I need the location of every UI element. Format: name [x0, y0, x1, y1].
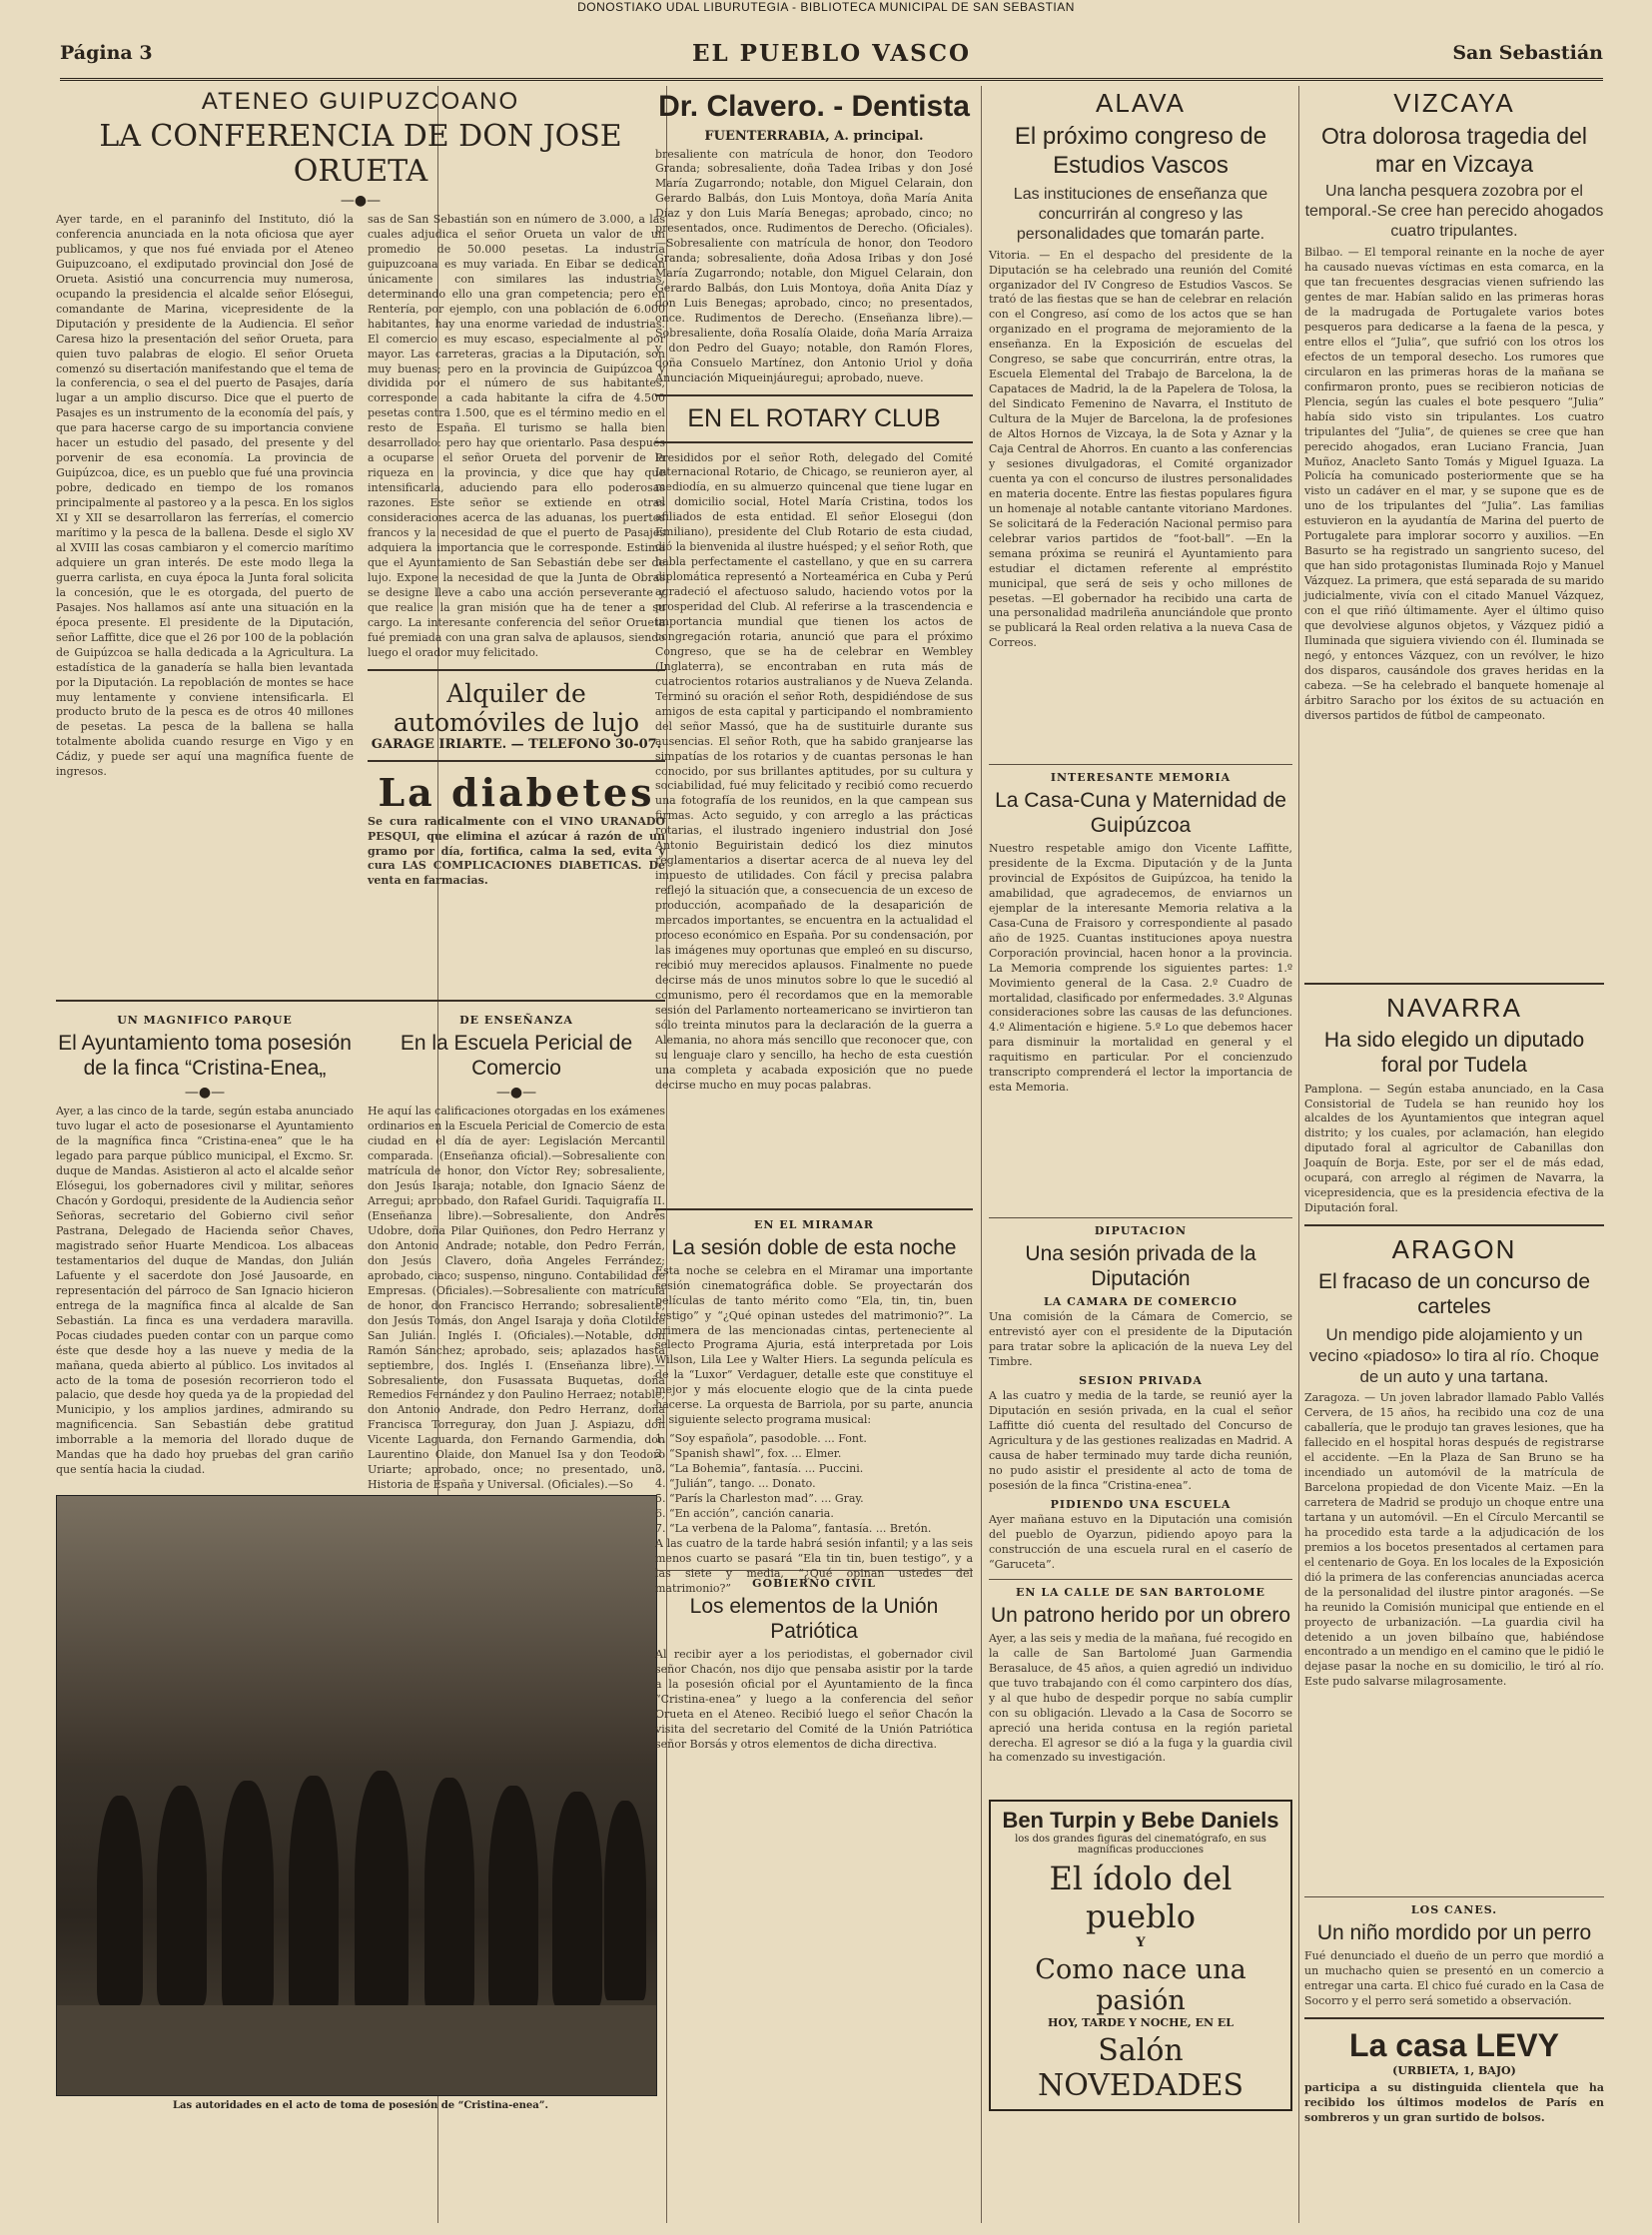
program-item: 4. “Julián”, tango. ... Donato. [655, 1477, 816, 1491]
ad-levy-addr: (URBIETA, 1, BAJO) [1392, 2064, 1516, 2078]
archive-banner: DONOSTIAKO UDAL LIBURUTEGIA - BIBLIOTECA MUNICIPAL DE SAN SEBASTIAN [577, 0, 1075, 14]
article-text: Al recibir ayer a los periodistas, el gobernador civil señor Chacón, nos dijo que pensaba asistir por la tarde a la posesión oficial por el Ayuntamiento de la finca “Cristina-enea” y luego a la conferencia del señor Orueta en el Ateneo. Recibió luego el señor Chacón la visita del secretario del Comité de la Unión Patriótica señor Borsás y otros elementos de dicha directiva. [655, 1648, 973, 1751]
headline-rotary: EN EL ROTARY CLUB [687, 403, 941, 432]
section-title: ATENEO GUIPUZCOANO [201, 88, 520, 115]
article-text: Esta noche se celebra en el Miramar una importante sesión cinematográfica doble. Se proyectarán dos películas de tanto mérito como “Ela, tin, tin, buen testigo” y “¿Qué opinan ustedes del matrimonio?”. La primera de las mencionadas cintas, perteneciente al selecto Programa Ajuria, está interpretada por Lois Wilson, Lila Lee y Walter Hiers. La segunda película es de la “Luxor” Verdaguer, detalle este que constituye el mejor y más elocuente elogio que de la cinta puede hacerse. La orquesta de Barriola, por su parte, anuncia el siguiente selecto programa musical: [655, 1263, 973, 1427]
kicker: LA CAMARA DE COMERCIO [1044, 1295, 1238, 1309]
article-text: A las cuatro de la tarde habrá sesión infantil; y a las seis menos cuarto se pasará “Ela tin tin, buen testigo”, y a las siete y media, “¿Qué opinan ustedes del matrimonio?” [655, 1536, 973, 1595]
headline-escuela-comercio: En la Escuela Pericial de Comercio [400, 1032, 633, 1081]
ad-diabetes: La diabetes [378, 769, 655, 815]
ad-diabetes-text: Se cura radicalmente con el VINO URANADO PESQUI, que elimina el azúcar á razón de un gramo por día, fortifica, calma la sed, evita y cura LAS COMPLICACIONES DIABETICAS. De venta en farmacias. [368, 814, 665, 888]
headline-tudela: Ha sido elegido un diputado foral por Tudela [1323, 1029, 1585, 1078]
subheadline: Un mendigo pide alojamiento y un vecino «piadoso» lo tira al río. Choque de un auto y una tartana. [1308, 1324, 1600, 1387]
article-text: Bilbao. — El temporal reinante en la noche de ayer ha causado nuevas víctimas en esta comarca, en la que tan frecuentes desgracias vienen sufriendo las gentes de mar. Habían salido en las primeras horas de la madrugada de Portugalete varios botes pesqueros para dedicarse a la faena de la pesca, y entre ellos el “Julia”, que sufrió con los otros los efectos de un temporal desecho. Los rumores que circularon en las primeras horas de la mañana se confirmaron pronto, pues se recibieron noticias de Plencia, según las cuales el bote pesquero “Julia” había sido visto sin tripulantes. Los cuatro tripulantes del “Julia”, de quienes se cree que han perecido ahogados, eran Luciano Francia, Juan Muñoz, Anacleto Santo Tomás y Miguel Iguaza. La Policía ha comunicado posteriormente que se ha visto un cadáver en el mar, y se supone que es de uno de los tripulantes del “Julia”. Las familias estuvieron en la ayudantía de Marina del puerto de Portugalete para implorar socorro y auxilios. —En Basurto se ha registrado un sangriento suceso, del que han sido protagonistas Iluminada Rojo y Manuel Vázquez. La primera, que está separada de su marido judicialmente, vivía con el citado Manuel Vázquez, con el que riñó últimamente. Ayer el último quiso que devolviese algunos objetos, y Vázquez pidió a Iluminada que siguiera viviendo con él. Iluminada se negó, y entonces Vázquez, con un revólver, le hizo dos disparos, causándole dos graves heridas en la cabeza. —Se ha celebrado el banquete homenaje al árbitro Saracho por los éxitos de su actuación en diversos partidos de fútbol de campeonato. [1304, 246, 1604, 722]
kicker: DE ENSEÑANZA [459, 1014, 573, 1027]
article-text: Ayer, a las seis y media de la mañana, fué recogido en la calle de San Bartolomé Juan Garmendia Berasaluce, de 45 años, a quien agredió un individuo que tuvo trabajando con él como carpintero dos días, y al que hubo de despedir porque no sabía cumplir con su obligación. Llevado a la Casa de Socorro se apreció una herida contusa en la región parietal derecha. El agresor se dió a la fuga y la guardia civil ha comenzado su investigación. [989, 1631, 1292, 1765]
news-photo [56, 1495, 657, 2096]
article-text: Pamplona. — Según estaba anunciado, en la Casa Consistorial de Tudela se han reunido hoy los alcaldes de los Ayuntamientos que integran aquel distrito; y los cuales, por aclamación, han elegido diputado foral al agricultor de Cabanillas don Joaquín de Borja. Este, por ser el de más edad, ocupará, con arreglo al régimen de Navarra, la vicepresidencia, que es la presidencia efectiva de la Diputación foral. [1304, 1082, 1604, 1215]
program-item: 2. “Spanish shawl”, fox. ... Elmer. [655, 1447, 842, 1461]
kicker: PIDIENDO UNA ESCUELA [1050, 1497, 1232, 1511]
subheadline: Las instituciones de enseñanza que concurrirán al congreso y las personalidades que tomarán parte. [1013, 185, 1268, 243]
program-item: 6. “En acción”, canción canaria. [655, 1506, 834, 1520]
headline-diputacion: Una sesión privada de la Diputación [1025, 1241, 1256, 1291]
subheadline: Una lancha pesquera zozobra por el temporal.-Se cree han perecido ahogados cuatro tripulantes. [1304, 183, 1604, 241]
kicker: EN EL MIRAMAR [753, 1217, 875, 1231]
program-item: 5. “París la Charleston mad”. ... Gray. [655, 1491, 864, 1505]
section-title: ALAVA [1096, 88, 1186, 118]
ad-hoy: HOY, TARDE Y NOCHE, EN EL [1048, 2015, 1234, 2029]
program-item: 1. “Soy española”, pasodoble. ... Font. [655, 1432, 867, 1446]
headline-patrono: Un patrono herido por un obrero [990, 1603, 1291, 1627]
column-1: ATENEO GUIPUZCOANO LA CONFERENCIA DE DON JOSE ORUETA —●— Ayer tarde, en el paraninfo del Instituto, dió la conferencia anunciada en la nota oficiosa que ayer publicamos, y que nos fué enviada por el Ateneo Guipuzcoano, el exdiputado provincial don José de Orueta. Asistió una concurrencia muy numerosa, ocupando la presidencia el alcalde señor Elósegui, comandante de Marina, vicepresidente de la Diputación y presidente de la Audiencia. El señor Caresa hizo la presentación del señor Orueta, para quien tuvo palabras de elogio. El señor Orueta comenzó su disertación manifestando que el tema de la conferencia, o sea el del puerto de Pasajes, daría lugar a un amplio discurso. Dice que el puerto de Pasajes es un instrumento de la economía del país, y que para hacerse cargo de su importancia conviene hacer un estudio del pasado, del presente y del porvenir de esa economía. La provincia de Guipúzcoa, dice, es un pueblo que fué una provincia pobre, dedicado en tiempo de los romanos principalmente al pastoreo y a la pesca. En los siglos XI y XII se desarrollaron las ferrerías, el comercio marítimo y la pesca de la ballena. Desde el siglo XV al XVIII las cosas cambiaron y el comercio marítimo adquiere un gran interés. De este modo llega la guerra carlista, en cuya época la Junta foral solicita la concesión, que le es otorgada, del puerto de Pasajes. Nos hallamos así ante una situación en la época presente. El presidente de la Diputación, señor Laffitte, dice que el 26 por 100 de la población de Guipúzcoa se halla dedicada a la Agricultura. La estadística de la ganadería se halla bien levantada por la Diputación. La repoblación de montes se hace muy lentamente y conviene intensificarla. El producto bruto de la pesca es de otros 40 millones de pesetas. La pesca de la ballena se halla totalmente abolida cuando resurge en Vigo y en Cádiz, y puede ser aquí una magnífica fuente de ingresos. sas de San Sebastián son en número de 3.000, a las cuales adjudica el señor Orueta un valor de un promedio de 50.000 pesetas. La industria guipuzcoana es muy variada. En Eibar se dedican únicamente con similares las industrias, determinando ello una gran competencia; pero en Rentería, por ejemplo, con una población de 6.000 habitantes, hay una enorme variedad de industrias. El comercio es muy escaso, especialmente al por mayor. Las carreteras, gracias a la Diputación, son muy buenas; pero en la provincia de Guipúzcoa y dividida por el número de sus habitantes, corresponde a cada habitante la cifra de 4.500 pesetas contra 1.500, que es el término medio en el resto de España. El turismo se halla bien desarrollado: pero hay que orientarlo. Pasa después a ocuparse el señor Orueta del porvenir de la riqueza en la provincia, y dice que hay que intensificarla, aduciendo para ello poderosas razones. Este señor se extiende en otras consideraciones acerca de las aduanas, los puertos francos y la necesidad de que el puerto de Pasajes adquiera la importancia que le corresponde. Estima que el Ayuntamiento de San Sebastián debe ser de lujo. Expone la necesidad de que la Junta de Obras se designe lleve a cabo una acción perseverante y que realice la gran misión que ha de tener a su cargo. La interesante conferencia del señor Orueta fué premiada con una gran salva de aplausos, siendo luego el orador muy felicitado. Alquiler de automóviles de lujo GARAGE IRIARTE. — TELEFONO 30-07. La diabetes Se cura radicalmente con el VINO URANADO PESQUI, que elimina el azúcar á razón de un gramo por día, fortifica, calma la sed, evita y cura LAS COMPLICACIONES DIABETICAS. De venta en farmacias. UN MAGNIFICO PARQUE El Ayuntamiento toma posesión de la finca “Cristina-Enea„ —●— Ayer, a las cinco de la tarde, según estaba anunciado tuvo lugar el acto de posesionarse el Ayuntamiento de la magnífica finca “Cristina-enea” que le ha legado para parque público municipal, el Excmo. Sr. duque de Mandas. Asistieron al acto el alcalde señor Elósegui, los gobernadores civil y militar, señores Chacón y Gordoqui, presidente de la Audiencia señor Señoras, secretario del Gobierno civil señor Pastrana, Delegado de Hacienda señor Chaves, magistrado señor Huarte Mendicoa. Los albaceas testamentarios del duque de Mandas, don Julián Lafuente y el sacerdote don José Jausoarde, en representación del párroco de San Ignacio hicieron entrega de la magnífica finca al alcalde de San Sebastián. La finca es una verdadera maravilla. Pocas ciudades pueden contar con un parque como éste que desde hoy a las nueve y media de la mañana, queda abierto al público. Los invitados al acto de la toma de posesión recorrieron todo el palacio, que desde hoy queda ya de la propiedad del Municipio, y los amplios jardines, admirando su magnificencia. San Sebastián debe gratitud imborrable a la memoria del llorado duque de Mandas que ha dado hoy pruebas del gran cariño que sentía hacia la ciudad. DE ENSEÑANZA En la Escuela Pericial de Comercio —●— He aquí las calificaciones otorgadas en los exámenes ordinarios en la Escuela Pericial de Comercio de esta ciudad en el día de ayer: Legislación Mercantil comparada. (Enseñanza oficial).—Sobresaliente con matrícula de honor, don Víctor Rey; sobresaliente, don Jesús Isaraja; notable, don Ignacio Sáenz de Arregui; aprobado, don Rafael Guridi. Taquigrafía II. (Enseñanza libre).—Sobresaliente, don Andrés Udobre, doña Pilar Quiñones, don Pedro Herranz y don Antonio Andrade; notable, don Pedro Ferrán, don Jesús Clavero, doña Angeles Ferrández; aprobado, ciaco; suspenso, ninguno. Contabilidad de Empresas. (Oficiales).—Sobresaliente con matrícula de honor, don Francisco Herrando; sobresaliente, don Jesús Tomás, don Angel Isaraja y doña Clotilde San Julián. Inglés I. (Oficiales).—Notable, don Ramón Sánchez; aprobado, seis; aplazados hasta septiembre, dos. Inglés I. (Enseñanza libre).—Sobresaliente, don Fusassata Buquetas, doña Remedios Fernández y don Paulino Herraez; notable, don Antonio Andrade, don Pedro Herranz, doña Francisca Torreguray, don Juan J. Aspiazu, don Vicente Laguarda, don Fernando Garmendia, don Laurentino Olaide, don Manuel Isa y don Teodoro Uriarte; aprobado, once; no presentado, uno. Historia de España y Universal. (Oficiales).—So Las autoridades en el acto de toma de posesión de “Cristina-enea”. [56, 88, 665, 2111]
ad-turpin: Ben Turpin y Bebe Daniels [1002, 1807, 1279, 1833]
section-title: NAVARRA [1386, 993, 1522, 1024]
headline-union-patriotica: Los elementos de la Unión Patriótica [689, 1594, 939, 1643]
headline-tragedia: Otra dolorosa tragedia del mar en Vizcaya [1321, 123, 1587, 177]
city-name: San Sebastián [1452, 42, 1603, 64]
kicker: SESION PRIVADA [1079, 1374, 1203, 1388]
ad-levy: La casa LEVY [1349, 2027, 1559, 2064]
program-item: 7. “La verbena de la Paloma”, fantasía. ... Bretón. [655, 1521, 932, 1535]
masthead [60, 38, 1603, 81]
article-text: He aquí las calificaciones otorgadas en los exámenes ordinarios en la Escuela Pericial de Comercio de esta ciudad en el día de ayer: Legislación Mercantil comparada. (Enseñanza oficial).—Sobresaliente con matrícula de honor, don Víctor Rey; sobresaliente, don Jesús Isaraja; notable, don Ignacio Sáenz de Arregui; aprobado, don Rafael Guridi. Taquigrafía II. (Enseñanza libre).—Sobresaliente, don Andrés Udobre, doña Pilar Quiñones, don Pedro Herranz y don Antonio Andrade; notable, don Pedro Ferrán, don Jesús Clavero, doña Angeles Ferrández; aprobado, ciaco; suspenso, ninguno. Contabilidad de Empresas. (Oficiales).—Sobresaliente con matrícula de honor, don Francisco Herrando; sobresaliente, don Jesús Tomás, don Angel Isaraja y doña Clotilde San Julián. Inglés I. (Oficiales).—Notable, don Ramón Sánchez; aprobado, seis; aplazados hasta septiembre, dos. Inglés I. (Enseñanza libre).—Sobresaliente, don Fusassata Buquetas, doña Remedios Fernández y don Paulino Herraez; notable, don Antonio Andrade, don Pedro Herranz, doña Francisca Torreguray, don Juan J. Aspiazu, don Vicente Laguarda, don Fernando Garmendia, don Laurentino Olaide, don Manuel Isa y don Teodoro Uriarte; aprobado, once; no presentado, uno. Historia de España y Universal. (Oficiales).—So [368, 1105, 665, 1492]
section-title: VIZCAYA [1393, 88, 1515, 118]
column-4 [1304, 86, 1604, 2223]
article-text: sas de San Sebastián son en número de 3.000, a las cuales adjudica el señor Orueta un valor de un promedio de 50.000 pesetas. La industria guipuzcoana es muy variada. En Eibar se dedican únicamente con similares las industrias, determinando ello una gran competencia; pero en Rentería, por ejemplo, con una población de 6.000 habitantes, hay una enorme variedad de industrias. El comercio es muy escaso, especialmente al por mayor. Las carreteras, gracias a la Diputación, son muy buenas; pero en la provincia de Guipúzcoa y dividida por el número de sus habitantes, corresponde a cada habitante la cifra de 4.500 pesetas contra 1.500, que es el término medio en el resto de España. El turismo se halla bien desarrollado: pero hay que orientarlo. Pasa después a ocuparse el señor Orueta del porvenir de la riqueza en la provincia, y dice que hay que intensificarla, aduciendo para ello poderosas razones. Este señor se extiende en otras consideraciones acerca de las aduanas, los puertos francos y la necesidad de que el puerto de Pasajes adquiera la importancia que le corresponde. Estima que el Ayuntamiento de San Sebastián debe ser de lujo. Expone la necesidad de que la Junta de Obras se designe lleve a cabo una acción perseverante y que realice la gran misión que ha de tener a su cargo. La interesante conferencia del señor Orueta fué premiada con una gran salva de aplausos, siendo luego el orador muy felicitado. [368, 213, 665, 659]
ad-como: Como nace una pasión [1035, 1953, 1246, 2016]
column-2 [655, 86, 973, 2223]
headline-casa-cuna: La Casa-Cuna y Maternidad de Guipúzcoa [995, 788, 1286, 837]
headline-nino: Un niño mordido por un perro [1316, 1921, 1592, 1945]
ad-y: Y [1136, 1934, 1146, 1950]
article-text: Ayer, a las cinco de la tarde, según estaba anunciado tuvo lugar el acto de posesionarse el Ayuntamiento de la magnífica finca “Cristina-enea” que le ha legado para parque público municipal, el Excmo. Sr. duque de Mandas. Asistieron al acto el alcalde señor Elósegui, los gobernadores civil y militar, señores Chacón y Gordoqui, presidente de la Audiencia señor Señoras, secretario del Gobierno civil señor Pastrana, Delegado de Hacienda señor Chaves, magistrado señor Huarte Mendicoa. Los albaceas testamentarios del duque de Mandas, don Julián Lafuente y el sacerdote don José Jausoarde, en representación del párroco de San Ignacio hicieron entrega de la magnífica finca al alcalde de San Sebastián. La finca es una verdadera maravilla. Pocas ciudades pueden contar con un parque como éste que desde hoy a las nueve y media de la mañana, queda abierto al público. Los invitados al acto de la toma de posesión recorrieron todo el palacio, que desde hoy queda ya de la propiedad del Municipio, y los amplios jardines, admirando su magnificencia. San Sebastián debe gratitud imborrable a la memoria del llorado duque de Mandas que ha dado hoy pruebas del gran cariño que sentía hacia la ciudad. [56, 1105, 354, 1477]
column-3 [989, 86, 1292, 2223]
article-text: Nuestro respetable amigo don Vicente Laffitte, presidente de la Excma. Diputación y de la Junta provincial de Expósitos de Guipúzcoa, ha tenido la amabilidad, que agradecemos, de enviarnos un ejemplar de la interesante Memoria relativa a la Casa-Cuna de Fraisoro y correspondiente al pasado año de 1925. Cuantas instituciones apoya nuestra Corporación provincial, hacen honor a la provincia. La Memoria comprende los siguientes partes: 1.º Movimiento general de la Casa. 2.º Cuadro de mortalidad, clasificado por enfermedades. 3.º Algunas consideraciones sobre las causas de las defunciones. 4.º Alimentación e higiene. 5.º Lo que debemos hacer para disminuir la mortalidad en general y el raquitismo en particular. Por el concienzudo transcripto comprenderá el lector la importancia de esta Memoria. [989, 841, 1292, 1095]
article-text: A las cuatro y media de la tarde, se reunió ayer la Diputación en sesión privada, en la cual el señor Laffitte dió cuenta del resultado del Concurso de Agricultura y de las gestiones realizadas en Madrid. A causa de haber terminado muy tarde dicha reunión, no pudo asistir el presidente al acto de toma de posesión de la finca “Cristina-enea”. [989, 1389, 1292, 1492]
kicker: GOBIERNO CIVIL [752, 1576, 876, 1590]
ad-cinema [989, 1800, 1292, 2111]
article-text: Presididos por el señor Roth, delegado del Comité Internacional Rotario, de Chicago, se reunieron ayer, al mediodía, en su almuerzo quincenal que tiene lugar en el domicilio social, Hotel María Cristina, todos los afiliados de esta entidad. El señor Elosegui (don Emiliano), presidente del Club Rotario de esta ciudad, dió la bienvenida al ilustre huésped; y el señor Roth, que habla perfectamente el castellano, y que en su carrera diplomática representó a Norteamérica en Cuba y Perú agradeció el afectuoso saludo, haciendo votos por la prosperidad del Club. Al referirse a la trascendencia e importancia mundial que tienen los actos de congregación rotaria, anunció que para el próximo Congreso, que se ha de celebrar en Wembley (Inglaterra), se encontraban en ruta más de cuatrocientos rotarios australianos y de Nueva Zelanda. Terminó su oración el señor Roth, despidiéndose de sus amigos de esta capital y participando el nombramiento del señor Massó, que ha de sustituirle durante sus ausencias. El señor Roth, que ha sabido granjearse las simpatías de los rotarios y de cuantas personas le han conocido, por sus brillantes aptitudes, por su cultura y sociabilidad, fué muy felicitado y recibió como recuerdo una fotografía de los reunidos, en la que campean sus firmas. Acto seguido, y con arreglo a las prácticas rotarias, el ilustrado ingeniero industrial don José Antonio Beguiristain dedicó los diez minutos reglamentarios a disertar acerca de al nueva ley del impuesto de utilidades. Con fácil y precisa palabra reflejó la situación que, a consecuencia de un exceso de producción, acompañado de la desaparición de mercados importantes, se encuentra en la actualidad el proceso económico en España. Por su condensación, por las imágenes muy oportunas que empleó en su discurso, recibió muy merecidos aplausos. Finalmente no puede decirse más de unos minutos sobre lo que le sucedió al comunismo, pero él recordamos que en la memorable sesión del Parlamento norteamericano se invirtieron tan sólo treinta minutos para la declaración de la guerra a Alemania, no ahora más sencillo que reconocer que, con su lenguaje claro y sencillo, ha hecho de esta cuestión una completa y acabada exposición que no puede decirse mucho en muy pocas palabras. [655, 450, 973, 1092]
ad-autos-sub: GARAGE IRIARTE. — TELEFONO 30-07. [371, 736, 662, 752]
column-rule [1298, 86, 1299, 2223]
kicker: EN LA CALLE DE SAN BARTOLOME [1016, 1585, 1265, 1599]
ad-turpin-sub: los dos grandes figuras del cinematógrafo, en sus magníficas producciones [1015, 1833, 1266, 1856]
page-number: Página 3 [60, 42, 153, 64]
article-text: bresaliente con matrícula de honor, don Teodoro Granda; sobresaliente, doña Tadea Iribas y don José María Zugarrondo; notable, don Miguel Celarain, don Gerardo Balbás, don Luis Montoya, doña María Anita Díaz y don Luis María Benegas; aprobado, cinco; no presentados, once. Rudimentos de Derecho. (Oficiales).—Sobresaliente con matrícula de honor, don Teodoro Granda; sobresaliente, doña Adosa Iribas y don José María Zugarrondo; notable, don Miguel Celarain, don Gerardo Balbás, don Luis Montoya, doña Anita Díaz y don Luis Benegas; aprobado, cinco; no presentados, once. Rudimentos de Derecho. (Enseñanza libre).—Sobresaliente, doña Rosalía Olaide, doña María Arraiza y don Pedro del Guayo; notable, don Ramón Flores, doña Consuelo Martínez, don Antonio Uriol y doña Anunciación Miqueinjáuregui; aprobado, nueve. [655, 147, 973, 384]
headline-orueta: LA CONFERENCIA DE DON JOSE ORUETA [99, 119, 622, 189]
newspaper-title: EL PUEBLO VASCO [691, 40, 972, 67]
headline-parque: El Ayuntamiento toma posesión de la finca “Cristina-Enea„ [58, 1032, 352, 1081]
kicker: DIPUTACION [1094, 1223, 1188, 1237]
ad-salon: Salón NOVEDADES [1037, 2032, 1244, 2103]
ad-clavero-sub: FUENTERRABIA, A. principal. [704, 128, 924, 144]
article-text: Una comisión de la Cámara de Comercio, se entrevistó ayer con el presidente de la Diputación para tratar sobre la aplicación de la nueva Ley del Timbre. [989, 1310, 1292, 1369]
article-text: Ayer mañana estuvo en la Diputación una comisión del pueblo de Oyarzun, pidiendo apoyo para la construcción de una escuela rural en el caserío de “Garuceta”. [989, 1512, 1292, 1571]
ad-clavero: Dr. Clavero. - Dentista [658, 90, 970, 123]
article-text: Fué denunciado el dueño de un perro que mordió a un muchacho quien se presentó en un comercio a entregar una carta. El chico fué curado en la Casa de Socorro y el perro será sometido a observación. [1304, 1949, 1604, 2008]
headline-miramar: La sesión doble de esta noche [671, 1235, 957, 1259]
photo-caption: Las autoridades en el acto de toma de posesión de “Cristina-enea”. [172, 2100, 549, 2111]
ornament: —●— [340, 193, 382, 209]
kicker: INTERESANTE MEMORIA [1050, 770, 1232, 784]
ad-idolo: El ídolo del pueblo [1049, 1859, 1233, 1935]
article-text: Zaragoza. — Un joven labrador llamado Pablo Vallés Cervera, de 15 años, ha recibido una coz de una caballería, que le produjo tan graves lesiones, que ha fallecido en el hospital horas después de registrarse el accidente. —En la Plaza de San Bruno se ha incendiado un automóvil de la matrícula de Barcelona propiedad de don Vicente Maiz. —En la carretera de Madrid se produjo un choque entre una tartana y un automóvil. —En el Círculo Mercantil se ha procedido esta tarde a la adjudicación de los premios a los bocetos presentados al certamen para el centenario de Goya. En los locales de la Exposición dió la primera de las conferencias anunciadas acerca de la personalidad del ilustre pintor aragonés. —Se ha reunido la Comisión municipal que entiende en el proyecto de urbanización. —La guardia civil ha detenido a un joven bilbaíno que, habiéndose encontrado a un mendigo en el camino que le pidió le dejase pasar la noche en su domicilio, le tiró al río. Este pudo salvarse milagrosamente. [1304, 1391, 1604, 1689]
ad-levy-text: participa a su distinguida clientela que ha recibido los últimos modelos de París en sombreros y un gran surtido de bolsos. [1304, 2081, 1604, 2125]
ad-autos: Alquiler de automóviles de lujo [393, 678, 640, 737]
kicker: LOS CANES. [1410, 1903, 1498, 1917]
article-text: Vitoria. — En el despacho del presidente de la Diputación se ha celebrado una reunión del Comité organizador del IV Congreso de Estudios Vascos. Se trató de las fiestas que se han de celebrar en relación con el Congreso, así como de los actos que se han organizado en el programa de mejoramiento de la enseñanza. En la Exposición de escuelas del Congreso, se sabe que concurrirán, entre otras, la Escuela Elemental del Trabajo de Barcelona, la de Capataces de Madrid, la de la Papelera de Tolosa, la del Sindicato Femenino de Navarra, el Instituto de Cultura de la Mujer de Barcelona, la de profesiones de Altos Hornos de Vizcaya, la de Sota y Aznar y la Caja Central de Ahorros. En cuanto a las conferencias y sesiones divulgadoras, el Comité organizador cuenta ya con el concurso de ilustres personalidades en materia docente. Entre las fiestas populares figura un homenaje al notable cantante vitoriano Mardones. Se solicitará de la Federación Nacional permiso para celebrar varios partidos de “foot-ball”. —En la semana próxima se reunirá el Ayuntamiento para estudiar el dictamen referente al empréstito municipal, que será de seis y ocho millones de pesetas. —El gobernador ha recibido una carta de una personalidad madrileña anunciándole que pronto se publicará la Real orden relativa a la nueva Casa de Correos. [989, 248, 1292, 650]
program-item: 3. “La Bohemia”, fantasía. ... Puccini. [655, 1462, 864, 1476]
headline-congreso: El próximo congreso de Estudios Vascos [1014, 123, 1267, 179]
headline-carteles: El fracaso de un concurso de carteles [1318, 1270, 1590, 1319]
column-rule [981, 86, 982, 2223]
kicker: UN MAGNIFICO PARQUE [117, 1014, 293, 1027]
section-title: ARAGON [1391, 1234, 1517, 1265]
article-text: Ayer tarde, en el paraninfo del Instituto, dió la conferencia anunciada en la nota oficiosa que ayer publicamos, y que nos fué enviada por el Ateneo Guipuzcoano, el exdiputado provincial don José de Orueta. Asistió una concurrencia muy numerosa, ocupando la presidencia el alcalde señor Elósegui, comandante de Marina, vicepresidente de la Diputación y presidente de la Audiencia. El señor Caresa hizo la presentación del señor Orueta, para quien tuvo palabras de elogio. El señor Orueta comenzó su disertación manifestando que el tema de la conferencia, o sea el del puerto de Pasajes, daría lugar a un amplio discurso. Dice que el puerto de Pasajes es un instrumento de la economía del país, y que para hacerse cargo de su importancia conviene hacer un estudio del pasado, del presente y del porvenir de esa economía. La provincia de Guipúzcoa, dice, es un pueblo que fué una provincia pobre, dedicado en tiempo de los romanos principalmente al pastoreo y a la pesca. En los siglos XI y XII se desarrollaron las ferrerías, el comercio marítimo y la pesca de la ballena. Desde el siglo XV al XVIII las cosas cambiaron y el comercio marítimo adquiere un gran interés. De este modo llega la guerra carlista, en cuya época la Junta foral solicita la concesión, que le es otorgada, del puerto de Pasajes. Nos hallamos así ante una situación en la época presente. El presidente de la Diputación, señor Laffitte, dice que el 26 por 100 de la población de Guipúzcoa se halla dedicada a la Agricultura. La estadística de la ganadería se halla bien levantada por la Diputación. La repoblación de montes se hace muy lentamente y conviene intensificarla. El producto bruto de la pesca es de otros 40 millones de pesetas. La pesca de la ballena se halla totalmente abolida cuando resurge en Vigo y en Cádiz, y puede ser aquí una magnífica fuente de ingresos. [56, 213, 354, 779]
